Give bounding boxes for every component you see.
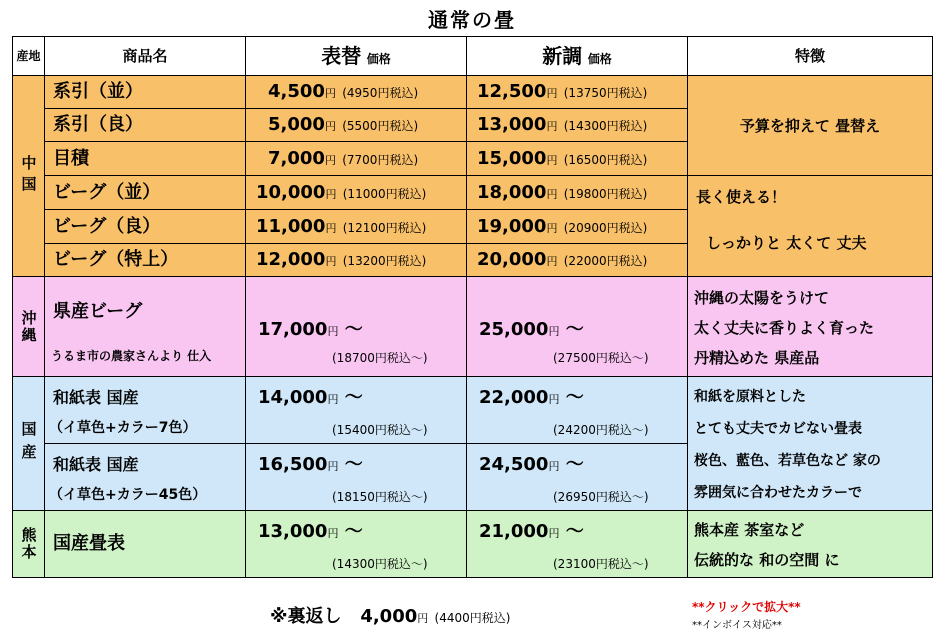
omotegae-price-6	[245, 243, 467, 277]
click-to-enlarge-link[interactable]: **クリックで拡大**	[692, 600, 801, 614]
product-row-6	[44, 243, 246, 277]
invoice-note: **インボイス対応**	[692, 620, 782, 631]
yen-unit: 円	[324, 154, 336, 167]
price-line	[479, 517, 584, 543]
header-shincho	[466, 36, 688, 76]
origin-kumamoto	[12, 510, 45, 578]
yen-unit: 円	[546, 255, 558, 268]
yen-unit: 円	[548, 527, 560, 540]
price-line	[479, 450, 584, 476]
price-value: 14,000	[258, 387, 328, 408]
yen-unit: 円	[324, 87, 336, 100]
omotegae-price-washi-7	[245, 376, 467, 444]
page-title: 通常の畳	[428, 8, 516, 32]
header-origin-label: 産地	[16, 49, 41, 63]
price-value: 12,500	[477, 81, 547, 102]
yen-unit: 円	[546, 87, 558, 100]
tax-included: (23100円税込～)	[553, 557, 649, 571]
product-washi-45	[44, 443, 246, 511]
feature-text: 丹精込めた 県産品	[694, 349, 820, 367]
product-row-3	[44, 141, 246, 176]
tax-included: (24200円税込～)	[553, 423, 649, 437]
origin-china-label: 中国	[19, 155, 38, 197]
feature-text: 熊本産 茶室など	[694, 521, 805, 539]
feature-text: 雰囲気に合わせたカラーで	[694, 485, 862, 501]
tax-included: (18150円税込～)	[332, 490, 428, 504]
price-line	[258, 315, 363, 341]
tilde: ～	[565, 454, 584, 475]
product-name: ビーグ（特上）	[53, 249, 179, 270]
price-value: 16,500	[258, 454, 328, 475]
omotegae-price-washi-45	[245, 443, 467, 511]
shincho-price-washi-7	[466, 376, 688, 444]
omotegae-price-5	[245, 209, 467, 244]
price-value: 18,000	[477, 182, 547, 203]
yen-unit: 円	[325, 188, 337, 201]
tilde: ～	[344, 521, 363, 542]
reverse-tax: (4400円税込)	[434, 611, 511, 625]
reverse-label: ※裏返し	[270, 606, 342, 627]
price-value: 11,000	[256, 216, 326, 237]
tilde: ～	[344, 319, 363, 340]
tax-included: (11000円税込)	[342, 187, 427, 201]
tax-included: (22000円税込)	[563, 254, 648, 268]
header-product-label: 商品名	[122, 47, 168, 65]
tax-included: (13200円税込)	[342, 254, 427, 268]
origin-okinawa-label: 沖縄	[19, 309, 38, 344]
price-value: 7,000	[268, 148, 325, 169]
shincho-price-5	[466, 209, 688, 244]
yen-unit: 円	[325, 255, 337, 268]
price-value: 21,000	[479, 521, 549, 542]
tax-included: (15400円税込～)	[332, 423, 428, 437]
feature-domestic	[687, 376, 933, 511]
price-line	[258, 383, 363, 409]
shincho-price-4	[466, 175, 688, 210]
yen-unit: 円	[324, 120, 336, 133]
product-name: 和紙表 国産	[53, 455, 139, 474]
origin-china	[12, 75, 45, 277]
tilde: ～	[565, 521, 584, 542]
tax-included: (26950円税込～)	[553, 490, 649, 504]
omotegae-price-kumamoto	[245, 510, 467, 578]
yen-unit: 円	[327, 393, 339, 406]
product-row-4	[44, 175, 246, 210]
shincho-price-kumamoto	[466, 510, 688, 578]
yen-unit: 円	[546, 120, 558, 133]
origin-kumamoto-label: 熊本	[19, 527, 38, 561]
feature-text: 和紙を原料とした	[694, 389, 806, 405]
product-name: 系引（並）	[53, 81, 143, 102]
omotegae-price-1	[245, 75, 467, 109]
tilde: ～	[344, 387, 363, 408]
feature-text: 予算を抑えて 畳替え	[739, 117, 881, 135]
product-name: 目積	[53, 148, 89, 169]
price-line	[258, 450, 363, 476]
price-value: 13,000	[258, 521, 328, 542]
tilde: ～	[344, 454, 363, 475]
tax-included: (13750円税込)	[563, 86, 648, 100]
price-value: 4,500	[268, 81, 325, 102]
feature-text: 太く丈夫に香りよく育った	[694, 319, 875, 337]
product-note: うるま市の農家さんより 仕入	[51, 349, 212, 363]
tilde: ～	[565, 319, 584, 340]
origin-domestic	[12, 376, 45, 511]
omotegae-price-3	[245, 141, 467, 176]
feature-text: しっかりと 太くて 丈夫	[706, 234, 867, 252]
yen-unit: 円	[417, 612, 429, 625]
price-value: 25,000	[479, 319, 549, 340]
product-kumamoto	[44, 510, 246, 578]
product-note: （イ草色+カラー45色）	[49, 487, 207, 503]
price-value: 24,500	[479, 454, 549, 475]
product-washi-7	[44, 376, 246, 444]
price-value: 12,000	[256, 249, 326, 270]
yen-unit: 円	[548, 393, 560, 406]
product-row-1	[44, 75, 246, 109]
product-name: ビーグ（並）	[53, 182, 161, 203]
feature-china-budget	[687, 75, 933, 176]
tax-included: (14300円税込)	[563, 119, 648, 133]
omotegae-price-4	[245, 175, 467, 210]
price-value: 13,000	[477, 114, 547, 135]
tilde: ～	[565, 387, 584, 408]
reverse-price	[270, 602, 510, 628]
shincho-price-2	[466, 108, 688, 142]
header-shincho-label: 新調	[542, 44, 583, 68]
feature-text: 伝統的な 和の空間 に	[694, 551, 840, 569]
shincho-price-6	[466, 243, 688, 277]
omotegae-price-2	[245, 108, 467, 142]
product-okinawa	[44, 276, 246, 377]
yen-unit: 円	[327, 527, 339, 540]
shincho-price-okinawa	[466, 276, 688, 377]
yen-unit: 円	[546, 154, 558, 167]
feature-text: 長く使える！	[696, 188, 787, 206]
price-value: 15,000	[477, 148, 547, 169]
shincho-price-3	[466, 141, 688, 176]
price-value: 20,000	[477, 249, 547, 270]
header-shincho-sub: 価格	[587, 52, 612, 66]
tax-included: (20900円税込)	[563, 221, 648, 235]
yen-unit: 円	[327, 325, 339, 338]
tax-included: (19800円税込)	[563, 187, 648, 201]
header-origin	[12, 36, 45, 76]
tax-included: (5500円税込)	[342, 119, 419, 133]
price-value: 10,000	[256, 182, 326, 203]
price-line	[258, 517, 363, 543]
feature-text: 沖縄の太陽をうけて	[694, 289, 830, 307]
yen-unit: 円	[546, 188, 558, 201]
yen-unit: 円	[327, 460, 339, 473]
yen-unit: 円	[325, 222, 337, 235]
price-line	[479, 383, 584, 409]
product-name: 系引（良）	[53, 114, 143, 135]
product-row-5	[44, 209, 246, 244]
omotegae-price-okinawa	[245, 276, 467, 377]
feature-okinawa	[687, 276, 933, 377]
tax-included: (27500円税込～)	[553, 351, 649, 365]
tax-included: (14300円税込～)	[332, 557, 428, 571]
yen-unit: 円	[548, 325, 560, 338]
product-name: ビーグ（良）	[53, 216, 161, 237]
product-name: 和紙表 国産	[53, 388, 139, 407]
origin-okinawa	[12, 276, 45, 377]
reverse-price-value: 4,000	[360, 606, 418, 627]
price-value: 5,000	[268, 114, 325, 135]
product-note: （イ草色+カラー7色）	[49, 420, 197, 436]
feature-kumamoto	[687, 510, 933, 578]
header-feature-label: 特徴	[794, 47, 825, 65]
origin-domestic-label: 国産	[19, 420, 38, 467]
tax-included: (7700円税込)	[342, 153, 419, 167]
feature-china-durable	[687, 175, 933, 277]
header-feature	[687, 36, 933, 76]
header-omotegae-label: 表替	[321, 44, 362, 68]
price-value: 19,000	[477, 216, 547, 237]
tax-included: (4950円税込)	[342, 86, 419, 100]
product-name: 県産ビーグ	[53, 301, 143, 322]
yen-unit: 円	[548, 460, 560, 473]
shincho-price-washi-45	[466, 443, 688, 511]
feature-text: 桜色、藍色、若草色など 家の	[694, 453, 881, 469]
header-product	[44, 36, 246, 76]
price-value: 17,000	[258, 319, 328, 340]
feature-text: とても丈夫でカビない畳表	[694, 421, 862, 437]
shincho-price-1	[466, 75, 688, 109]
tax-included: (18700円税込～)	[332, 351, 428, 365]
tax-included: (12100円税込)	[342, 221, 427, 235]
header-omotegae	[245, 36, 467, 76]
tax-included: (16500円税込)	[563, 153, 648, 167]
product-row-2	[44, 108, 246, 142]
yen-unit: 円	[546, 222, 558, 235]
price-value: 22,000	[479, 387, 549, 408]
header-omotegae-sub: 価格	[366, 52, 391, 66]
price-line	[479, 315, 584, 341]
product-name: 国産畳表	[53, 533, 125, 554]
